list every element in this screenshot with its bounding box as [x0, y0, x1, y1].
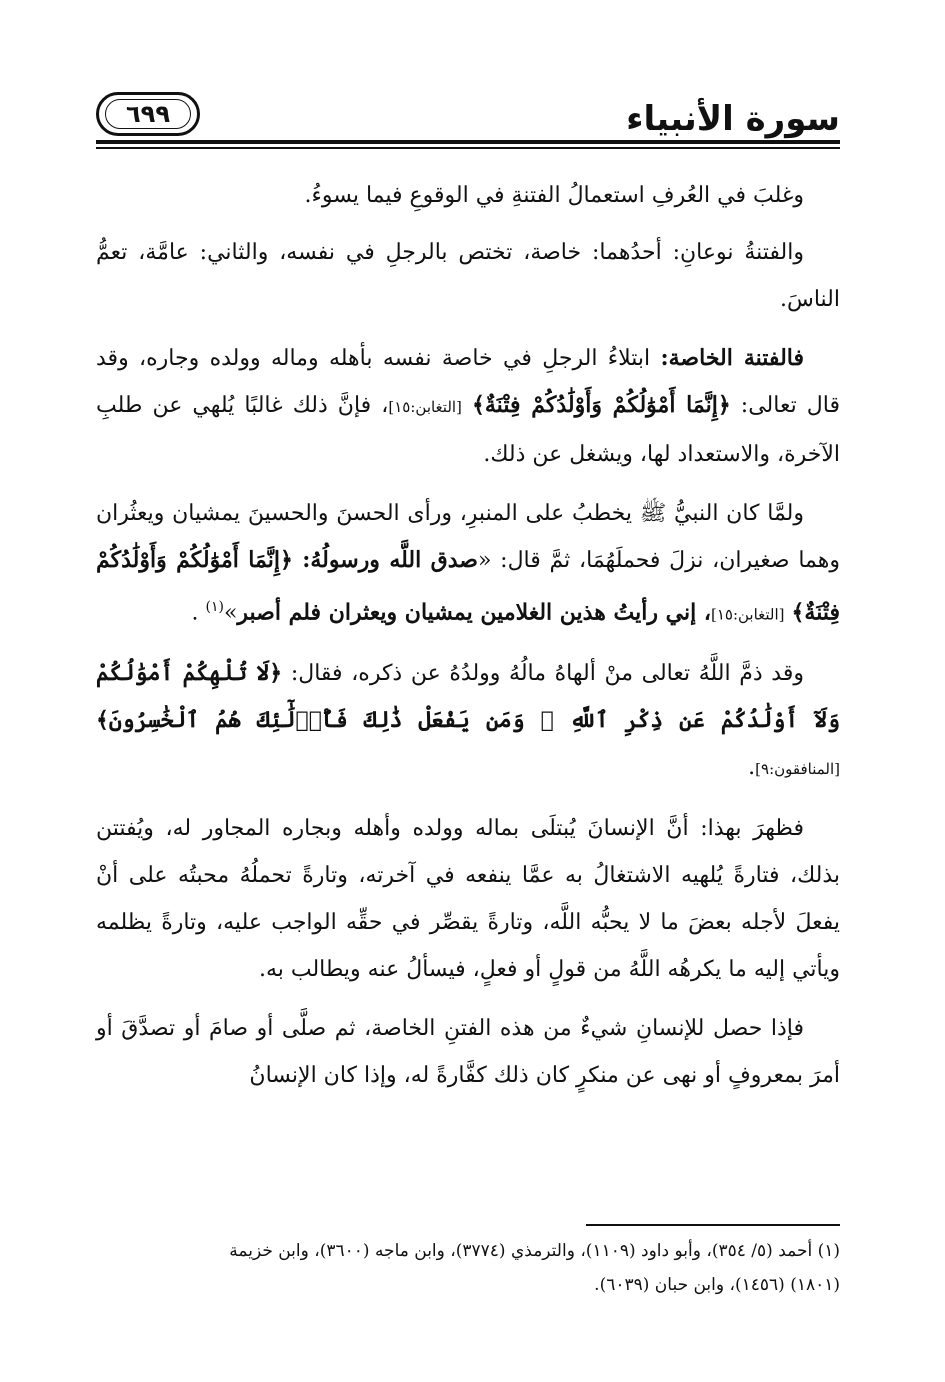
verse-bracket-open: ﴿ [269, 661, 283, 687]
footnote-line-2: (١٨٠١) (١٤٥٦)، وابن حبان (٦٠٣٩). [594, 1275, 840, 1295]
header-divider-thin [96, 147, 840, 149]
paragraph-4-text-2: » [223, 600, 238, 626]
footnote-marker[interactable]: (١) [205, 599, 224, 615]
paragraph-3-lead: فالفتنة الخاصة: [660, 345, 804, 371]
main-text [96, 172, 840, 1111]
page-number-badge [96, 92, 200, 136]
verse-bracket-open: ﴿ [717, 393, 731, 418]
verse-reference: [المنافقون:٩] [755, 760, 840, 779]
quran-verse: إِنَّمَا أَمْوَٰلُكُمْ وَأَوْلَٰدُكُمْ فِتْنَةٌ [484, 392, 718, 418]
page-number: ٦٩٩ [126, 100, 170, 128]
quran-verse: إِنَّمَا أَمْوَٰلُكُمْ وَأَوْلَٰدُكُمْ فِتْنَةٌ [96, 547, 840, 626]
footnote-divider [586, 1224, 840, 1226]
paragraph-5-text-1: وقد ذمَّ اللَّهُ تعالى منْ ألهاهُ مالُهُ وولدُهُ عن ذكره، فقال: [282, 661, 804, 687]
paragraph-2-text: والفتنةُ نوعانِ: أحدُهما: خاصة، تختص بالرجلِ في نفسه، والثاني: عامَّة، تعمُّ الناسَ. [96, 240, 840, 312]
paragraph-1 [96, 172, 840, 219]
paragraph-4-text-1: ولمَّا كان النبيُّ ﷺ يخطبُ على المنبرِ، ورأى الحسنَ والحسينَ يمشيان ويعثُران وهما صغيران، نزلَ فحملَهُمَا، ثمَّ قال: « [96, 501, 840, 573]
verse-reference: [التغابن:١٥] [710, 605, 785, 624]
verse-bracket-close: ﴾ [791, 600, 805, 626]
paragraph-3 [96, 335, 840, 478]
paragraph-3-text-1: ابتلاءُ الرجلِ في خاصة نفسه بأهله وماله وولده وجاره، وقد قال تعالى: [96, 346, 840, 418]
paragraph-5-text-2: . [748, 755, 756, 781]
paragraph-6-text: فظهرَ بهذا: أنَّ الإنسانَ يُبتلَى بماله وولده وأهله وبجاره المجاور له، ويُفتتن بذلك، فتارةً يُلهيه الاشتغالُ به عمَّا ينفعه في آخرته، وتارةً تحملُهُ محبتُه على أنْ يفعلَ لأجله بعضَ ما لا يحبُّه اللَّه، وتارةً يقصِّر في حقِّه الواجب عليه، وتارةً يظلمه ويأتي إليه ما يكرهُه اللَّهُ من قولٍ أو فعلٍ، فيسألُ عنه ويطالب به. [96, 816, 840, 983]
paragraph-7 [96, 1005, 840, 1099]
paragraph-4-text-3: . [191, 600, 206, 626]
page-header [96, 88, 840, 148]
surah-title: سورة الأنبياء [626, 99, 840, 139]
verse-reference: [التغابن:١٥] [388, 398, 462, 416]
quran-verse: لَا تُلْهِكُمْ أَمْوَٰلُكُمْ وَلَآ أَوْلَٰدُكُمْ عَن ذِكْرِ ٱللَّهِ ۚ وَمَن يَفْعَلْ ذَٰلِكَ فَأُو۟لَٰٓئِكَ هُمُ ٱلْخَٰسِرُونَ [96, 660, 840, 734]
paragraph-1-text: وغلبَ في العُرفِ استعمالُ الفتنةِ في الوقوعِ فيما يسوءُ. [304, 183, 804, 208]
footnotes [96, 1234, 840, 1302]
paragraph-3-text-2: ، فإنَّ ذلك غالبًا يُلهي عن طلبِ الآخرة، والاستعداد لها، ويشغل عن ذلك. [96, 393, 840, 467]
paragraph-5 [96, 650, 840, 793]
paragraph-6 [96, 805, 840, 993]
verse-bracket-close: ﴾ [96, 708, 109, 734]
hadith-quote-continued: ، إني رأيتُ هذين الغلامين يمشيان ويعثران فلم أصبر [237, 599, 711, 626]
verse-bracket-open: ﴿ [279, 548, 293, 573]
paragraph-7-text: فإذا حصل للإنسانِ شيءٌ من هذه الفتنِ الخاصة، ثم صلَّى أو صامَ أو تصدَّقَ أو أمرَ بمعروفٍ أو نهى عن منكرٍ كان ذلك كفَّارةً له، وإذا كان الإنسانُ [96, 1016, 840, 1089]
paragraph-4 [96, 490, 840, 638]
footnote-line-1: (١) أحمد (٥/ ٣٥٤)، وأبو داود (١١٠٩)، والترمذي (٣٧٧٤)، وابن ماجه (٣٦٠٠)، وابن خزيمة [229, 1241, 840, 1261]
header-divider-thick [96, 140, 840, 144]
paragraph-2 [96, 229, 840, 323]
hadith-quote: صدق اللَّه ورسولُهُ: [292, 547, 478, 573]
verse-bracket-close: ﴾ [472, 393, 485, 418]
